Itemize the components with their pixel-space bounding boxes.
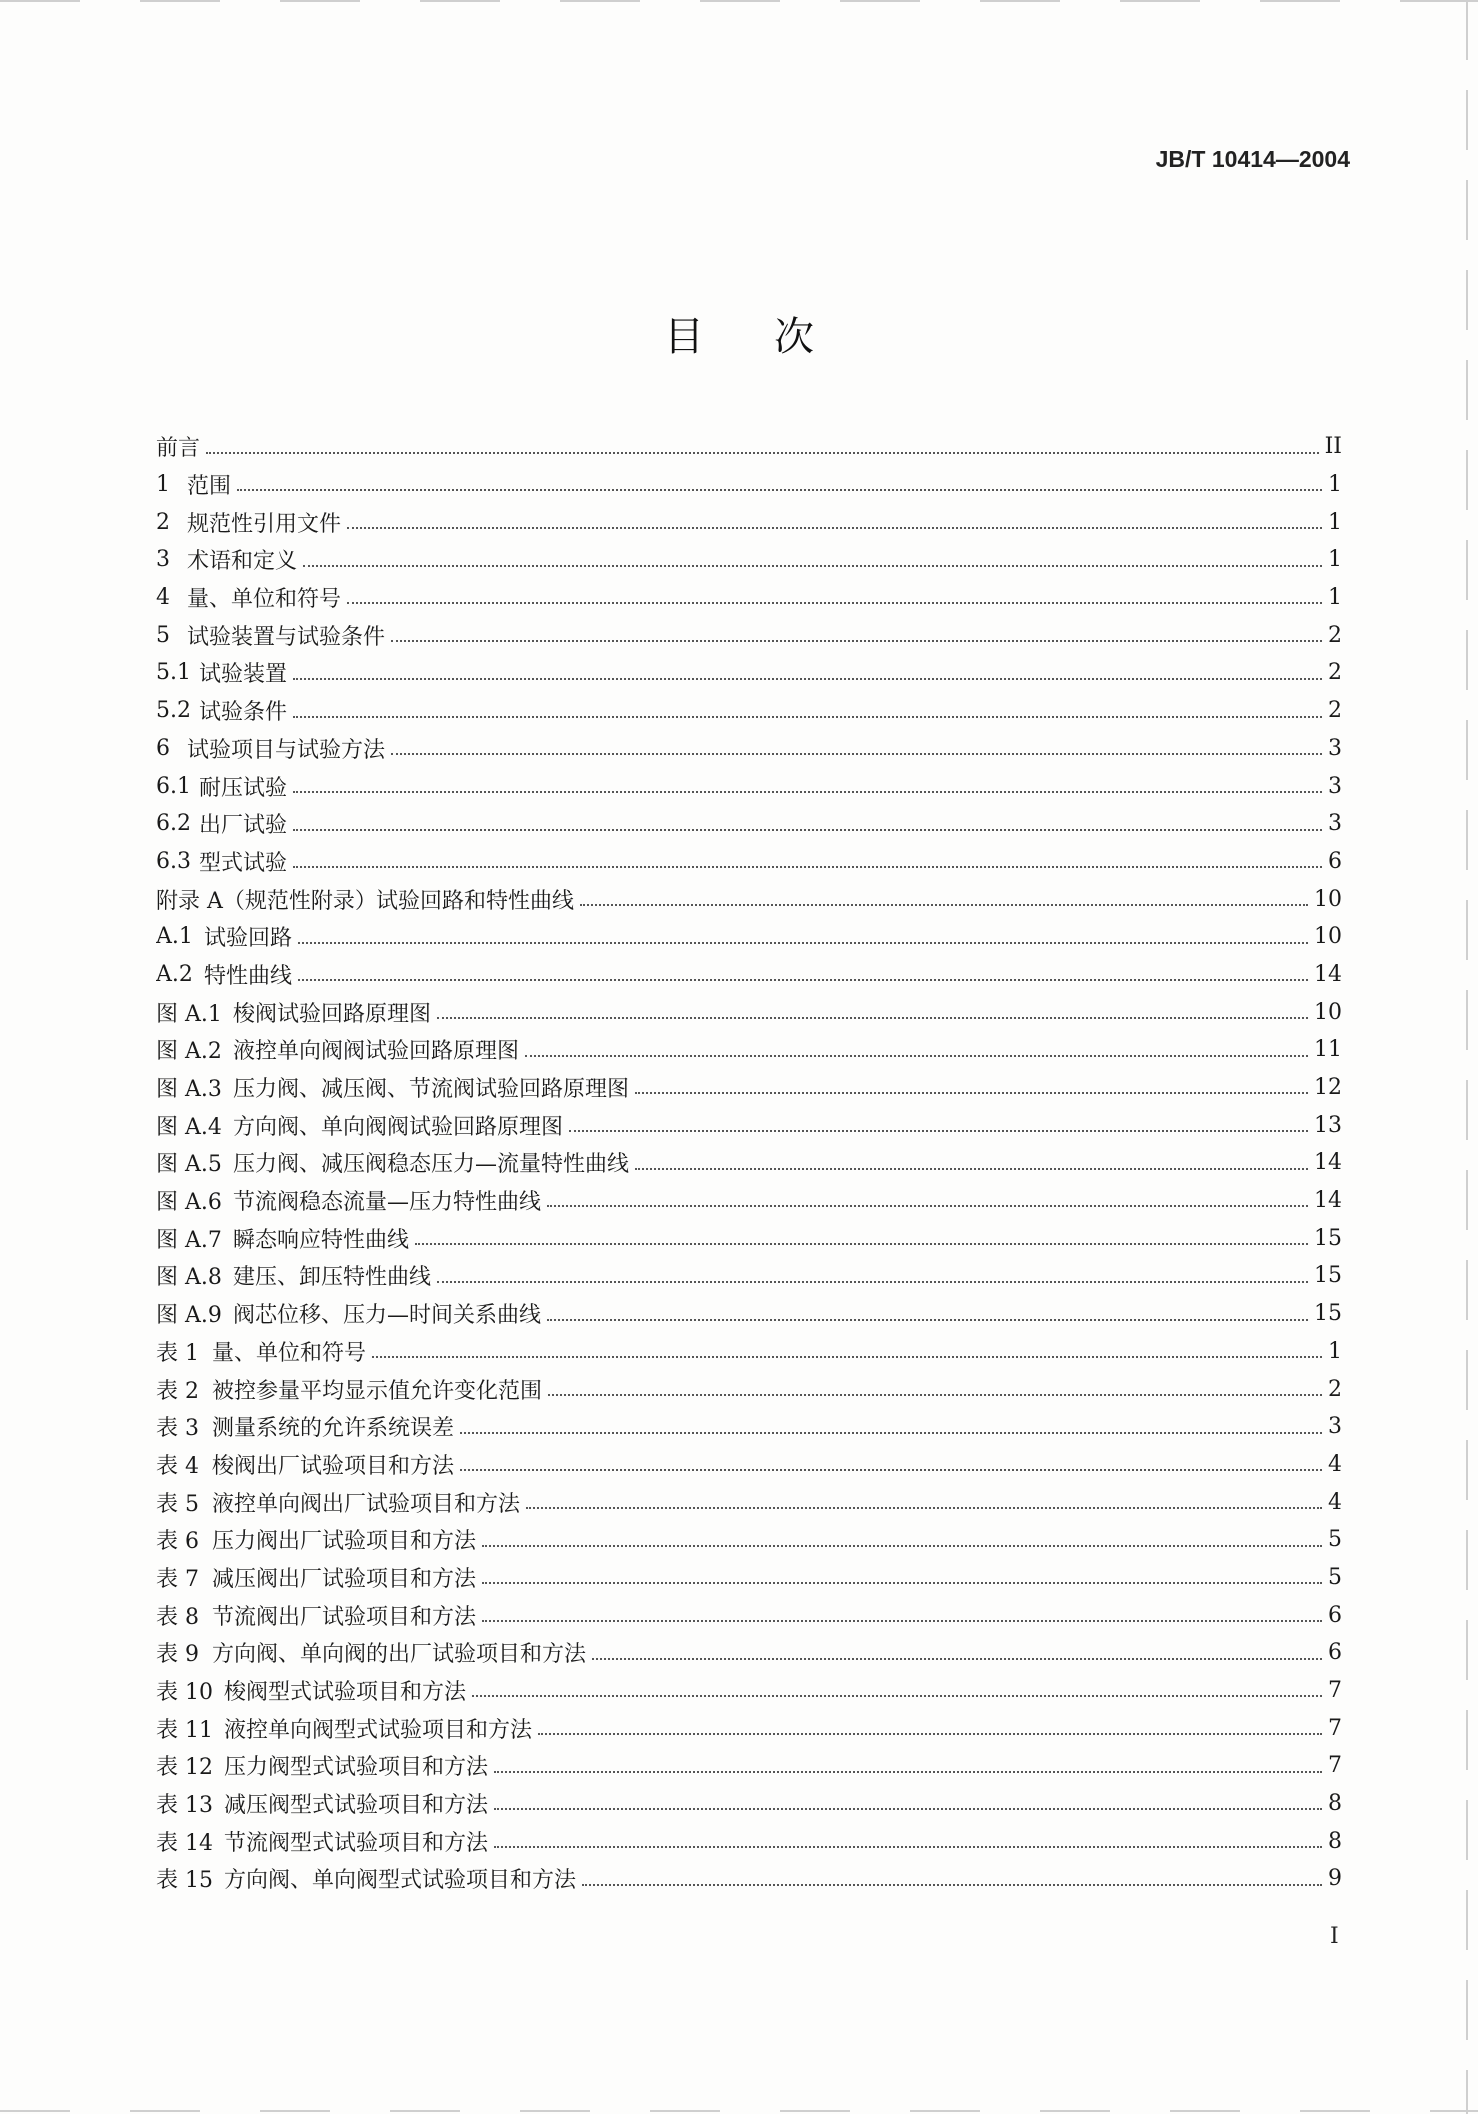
toc-entry-number: A.1 [156,924,193,950]
toc-entry-page: 1 [1328,509,1342,535]
toc-entry-number: 图 A.8 [156,1265,222,1291]
toc-entry-label: 减压阀型式试验项目和方法 [224,1793,489,1819]
toc-entry[interactable] [156,503,1342,541]
toc-entry-label: 型式试验 [199,850,288,876]
toc-entry-label: 压力阀型式试验项目和方法 [224,1755,489,1781]
toc-entry-number: 3 [156,547,170,573]
standard-code: JB/T 10414—2004 [1155,146,1350,172]
toc-entry-number: 图 A.6 [156,1190,222,1216]
toc-entry[interactable] [156,918,1342,956]
toc-entry-number: 图 A.1 [156,1001,222,1027]
toc-entry-number: 表 10 [156,1680,213,1706]
toc-entry-label: 液控单向阀出厂试验项目和方法 [212,1491,521,1517]
toc-entry-number: 6 [156,735,170,761]
scan-edge-bottom [0,2110,1478,2112]
toc-leader-dots [494,1845,1322,1848]
toc-entry-number: 1 [156,472,170,498]
toc-entry-label: 方向阀、单向阀阀试验回路原理图 [233,1114,564,1140]
toc-entry-number: 2 [156,509,170,535]
toc-entry[interactable] [156,1860,1342,1898]
toc-entry-label: 量、单位和符号 [212,1340,367,1366]
toc-entry[interactable] [156,1483,1342,1521]
toc-entry-number: 4 [156,585,170,611]
toc-entry-label: 节流阀型式试验项目和方法 [224,1830,489,1856]
toc-entry-number: 图 A.5 [156,1152,222,1178]
toc-leader-dots [293,865,1322,868]
page-title: 目次 [664,314,884,360]
toc-entry-label: 测量系统的允许系统误差 [212,1416,455,1442]
toc-entry-page: 4 [1328,1451,1342,1477]
toc-leader-dots [293,677,1322,680]
toc-leader-dots [298,941,1308,944]
toc-leader-dots [548,1393,1322,1396]
toc-entry-number: 6.2 [156,811,191,837]
toc-leader-dots [580,903,1308,906]
toc-entry-number: 表 8 [156,1604,199,1630]
toc-entry[interactable] [156,654,1342,692]
toc-entry-label: 出厂试验 [199,813,288,839]
toc-entry-page: 11 [1314,1037,1342,1063]
toc-leader-dots [538,1732,1322,1735]
toc-entry-page: 1 [1328,585,1342,611]
toc-entry-page: 14 [1314,1188,1342,1214]
toc-entry[interactable] [156,1069,1342,1107]
toc-entry[interactable] [156,1446,1342,1484]
toc-leader-dots [206,451,1319,454]
toc-entry-number: 表 11 [156,1717,213,1743]
toc-entry[interactable] [156,1747,1342,1785]
toc-entry[interactable] [156,1709,1342,1747]
toc-entry-number: 表 3 [156,1416,199,1442]
toc-entry-label: 前言 [156,436,201,462]
toc-leader-dots [298,978,1308,981]
toc-entry-number: 图 A.7 [156,1227,222,1253]
scan-edge-top [0,0,1478,2]
toc-entry-page: 6 [1328,848,1342,874]
toc-entry[interactable] [156,1559,1342,1597]
toc-entry-number: 表 4 [156,1453,199,1479]
toc-entry[interactable] [156,956,1342,994]
toc-entry-label: 范围 [187,474,232,500]
toc-leader-dots [347,526,1322,529]
toc-entry-number: A.2 [156,961,193,987]
toc-leader-dots [569,1129,1308,1132]
toc-entry[interactable] [156,1219,1342,1257]
toc-entry-number: 表 15 [156,1868,213,1894]
toc-entry-page: 14 [1314,961,1342,987]
toc-leader-dots [293,715,1322,718]
toc-entry-label: 试验装置与试验条件 [187,624,386,650]
toc-entry-label: 建压、卸压特性曲线 [233,1265,432,1291]
toc-entry[interactable] [156,466,1342,504]
toc-leader-dots [293,790,1322,793]
toc-entry-number: 5.2 [156,698,191,724]
toc-entry-page: 1 [1328,1338,1342,1364]
toc-entry-page: II [1324,434,1342,460]
toc-entry-page: 1 [1328,472,1342,498]
toc-leader-dots [635,1167,1308,1170]
toc-entry[interactable] [156,1182,1342,1220]
toc-entry-label: 压力阀出厂试验项目和方法 [212,1529,477,1555]
toc-entry-number: 6.3 [156,848,191,874]
toc-leader-dots [293,828,1322,831]
toc-entry[interactable] [156,1031,1342,1069]
toc-entry-label: 试验条件 [199,700,288,726]
toc-entry-label: 液控单向阀阀试验回路原理图 [233,1039,520,1065]
toc-leader-dots [391,752,1322,755]
toc-entry[interactable] [156,1408,1342,1446]
toc-entry-page: 3 [1328,735,1342,761]
toc-entry[interactable] [156,730,1342,768]
toc-entry-label: 瞬态响应特性曲线 [233,1227,410,1253]
toc-entry[interactable] [156,428,1342,466]
toc-entry[interactable] [156,1785,1342,1823]
toc-entry-number: 表 2 [156,1378,199,1404]
toc-entry[interactable] [156,616,1342,654]
toc-leader-dots [460,1431,1322,1434]
toc-entry[interactable] [156,541,1342,579]
toc-entry-page: 5 [1328,1564,1342,1590]
toc-entry-number: 表 6 [156,1529,199,1555]
toc-entry-number: 表 12 [156,1755,213,1781]
toc-entry-number: 5.1 [156,660,191,686]
toc-entry[interactable] [156,880,1342,918]
toc-entry[interactable] [156,1106,1342,1144]
toc-leader-dots [372,1355,1322,1358]
toc-entry-page: 8 [1328,1791,1342,1817]
toc-entry-number: 图 A.4 [156,1114,222,1140]
toc-entry-label: 试验项目与试验方法 [187,737,386,763]
toc-entry[interactable] [156,1144,1342,1182]
toc-entry[interactable] [156,579,1342,617]
toc-entry[interactable] [156,993,1342,1031]
toc-entry-page: 10 [1314,886,1342,912]
toc-leader-dots [237,488,1322,491]
toc-leader-dots [347,601,1322,604]
toc-entry-number: 附录 A（规范性附录） [156,888,377,914]
toc-entry-page: 10 [1314,999,1342,1025]
toc-leader-dots [526,1506,1322,1509]
toc-entry-label: 液控单向阀型式试验项目和方法 [224,1717,533,1743]
toc-entry-page: 3 [1328,773,1342,799]
toc-leader-dots [482,1544,1322,1547]
toc-entry-label: 规范性引用文件 [187,511,342,537]
toc-entry[interactable] [156,843,1342,881]
toc-leader-dots [415,1242,1308,1245]
toc-entry-page: 10 [1314,924,1342,950]
toc-leader-dots [582,1883,1322,1886]
toc-entry[interactable] [156,692,1342,730]
toc-leader-dots [303,564,1322,567]
toc-entry[interactable] [156,1521,1342,1559]
toc-entry-page: 3 [1328,1414,1342,1440]
toc-leader-dots [391,639,1322,642]
toc-leader-dots [437,1280,1308,1283]
toc-entry-label: 试验回路和特性曲线 [376,888,575,914]
toc-entry-label: 节流阀稳态流量—压力特性曲线 [233,1190,542,1216]
toc-entry-page: 9 [1328,1866,1342,1892]
toc-leader-dots [547,1204,1308,1207]
table-of-contents [156,428,1342,1898]
toc-entry-page: 2 [1328,698,1342,724]
page-number: I [1330,1924,1339,1949]
toc-entry-label: 减压阀出厂试验项目和方法 [212,1566,477,1592]
toc-leader-dots [494,1807,1322,1810]
toc-entry-label: 试验装置 [199,662,288,688]
toc-entry-page: 4 [1328,1489,1342,1515]
toc-entry-page: 7 [1328,1678,1342,1704]
toc-entry-page: 14 [1314,1150,1342,1176]
toc-leader-dots [494,1770,1322,1773]
toc-entry-label: 术语和定义 [187,549,298,575]
toc-entry-page: 15 [1314,1301,1342,1327]
toc-entry-number: 6.1 [156,773,191,799]
toc-entry-label: 节流阀出厂试验项目和方法 [212,1604,477,1630]
toc-entry[interactable] [156,1370,1342,1408]
toc-entry-page: 6 [1328,1602,1342,1628]
toc-entry-label: 梭阀试验回路原理图 [233,1001,432,1027]
toc-entry-label: 量、单位和符号 [187,587,342,613]
toc-entry-label: 被控参量平均显示值允许变化范围 [212,1378,543,1404]
toc-entry-page: 5 [1328,1527,1342,1553]
toc-entry-page: 2 [1328,622,1342,648]
toc-entry-number: 表 7 [156,1566,199,1592]
toc-entry-number: 表 9 [156,1642,199,1668]
toc-entry-number: 图 A.2 [156,1039,222,1065]
toc-entry-label: 压力阀、减压阀稳态压力—流量特性曲线 [233,1152,630,1178]
toc-leader-dots [437,1016,1308,1019]
toc-entry-page: 3 [1328,811,1342,837]
toc-entry-page: 7 [1328,1715,1342,1741]
toc-entry-page: 13 [1314,1112,1342,1138]
toc-entry-label: 方向阀、单向阀型式试验项目和方法 [224,1868,577,1894]
toc-entry[interactable] [156,1333,1342,1371]
toc-entry-page: 1 [1328,547,1342,573]
toc-leader-dots [635,1091,1308,1094]
toc-entry-label: 耐压试验 [199,775,288,801]
toc-entry-label: 方向阀、单向阀的出厂试验项目和方法 [212,1642,587,1668]
toc-entry-number: 表 14 [156,1830,213,1856]
toc-leader-dots [482,1581,1322,1584]
toc-entry-page: 15 [1314,1225,1342,1251]
toc-entry-page: 15 [1314,1263,1342,1289]
toc-entry[interactable] [156,767,1342,805]
toc-entry-page: 8 [1328,1828,1342,1854]
toc-entry-number: 表 1 [156,1340,199,1366]
toc-entry-label: 压力阀、减压阀、节流阀试验回路原理图 [233,1077,630,1103]
toc-entry[interactable] [156,1295,1342,1333]
toc-leader-dots [525,1054,1308,1057]
toc-entry-label: 阀芯位移、压力—时间关系曲线 [233,1303,542,1329]
toc-entry-number: 图 A.3 [156,1077,222,1103]
toc-entry-label: 梭阀出厂试验项目和方法 [212,1453,455,1479]
toc-entry[interactable] [156,1257,1342,1295]
toc-entry[interactable] [156,1634,1342,1672]
toc-leader-dots [460,1468,1322,1471]
toc-entry-label: 试验回路 [204,926,293,952]
toc-entry-number: 表 5 [156,1491,199,1517]
toc-leader-dots [472,1694,1322,1697]
toc-leader-dots [482,1619,1322,1622]
toc-leader-dots [592,1657,1322,1660]
toc-entry-page: 2 [1328,660,1342,686]
toc-entry-page: 2 [1328,1376,1342,1402]
toc-entry-page: 7 [1328,1753,1342,1779]
toc-entry-label: 梭阀型式试验项目和方法 [224,1680,467,1706]
toc-leader-dots [547,1318,1308,1321]
toc-entry[interactable] [156,805,1342,843]
toc-entry[interactable] [156,1822,1342,1860]
toc-entry-page: 6 [1328,1640,1342,1666]
toc-entry[interactable] [156,1672,1342,1710]
toc-entry[interactable] [156,1596,1342,1634]
toc-entry-number: 图 A.9 [156,1303,222,1329]
toc-entry-label: 特性曲线 [204,963,293,989]
toc-entry-number: 表 13 [156,1793,213,1819]
toc-entry-page: 12 [1314,1075,1342,1101]
toc-entry-number: 5 [156,622,170,648]
